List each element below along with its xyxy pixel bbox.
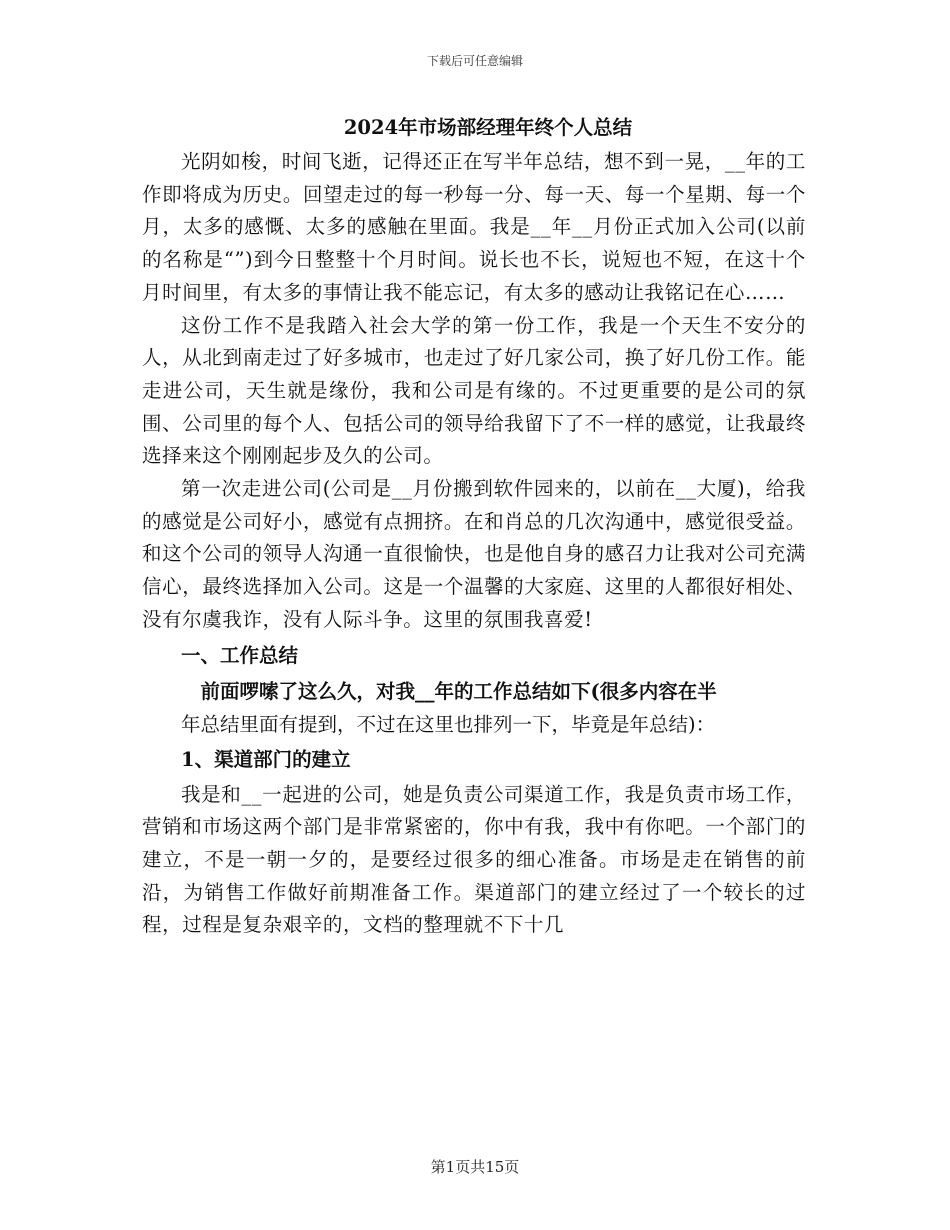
paragraph-intro: 光阴如梭，时间飞逝，记得还正在写半年总结，想不到一晃，__年的工作即将成为历史。回望走过的每一秒每一分、每一天、每一个星期、每一个月，太多的感慨、太多的感触在里面。我是__年__月份正式加入公司(以前的名称是“”)到今日整整十个月时间。说长也不长，说短也不短，在这十个月时间里，有太多的事情让我不能忘记，有太多的感动让我铭记在心…… [142, 150, 806, 304]
page-header-note: 下载后可任意编辑 [426, 54, 523, 68]
section-intro-rest: 年总结里面有提到，不过在这里也排列一下，毕竟是年总结)： [181, 712, 716, 736]
paragraph-channel: 我是和__一起进的公司，她是负责公司渠道工作，我是负责市场工作，营销和市场这两个部门是非常紧密的，你中有我，我中有你吧。一个部门的建立，不是一朝一夕的，是要经过很多的细心准备。市场是走在销售的前沿，为销售工作做好前期准备工作。渠道部门的建立经过了一个较长的过程，过程是复杂艰辛的，文档的整理就不下十几 [142, 782, 806, 937]
paragraph-background: 这份工作不是我踏入社会大学的第一份工作，我是一个天生不安分的人，从北到南走过了好多城市，也走过了好几家公司，换了好几份工作。能走进公司，天生就是缘份，我和公司是有缘的。不过更重要的是公司的氛围、公司里的每个人、包括公司的领导给我留下了不一样的感觉，让我最终选择来这个刚刚起步及久的公司。 [142, 313, 806, 468]
section-intro [142, 675, 806, 741]
subsection-heading-channel: 1、渠道部门的建立 [181, 747, 351, 771]
document-title: 2024年市场部经理年终个人总结 [343, 116, 633, 139]
document-body [142, 110, 806, 942]
section-heading-work-summary: 一、工作总结 [181, 643, 299, 667]
page-number-footer: 第1页共15页 [430, 1158, 520, 1176]
paragraph-first-impression: 第一次走进公司(公司是__月份搬到软件园来的，以前在__大厦)，给我的感觉是公司好小，感觉有点拥挤。在和肖总的几次沟通中，感觉很受益。和这个公司的领导人沟通一直很愉快，也是他自身的感召力让我对公司充满信心，最终选择加入公司。这是一个温馨的大家庭、这里的人都很好相处、没有尔虞我诈，没有人际斗争。这里的氛围我喜爱! [142, 477, 806, 631]
section-intro-bold: 前面啰嗦了这么久，对我__年的工作总结如下(很多内容在半 [200, 679, 717, 703]
